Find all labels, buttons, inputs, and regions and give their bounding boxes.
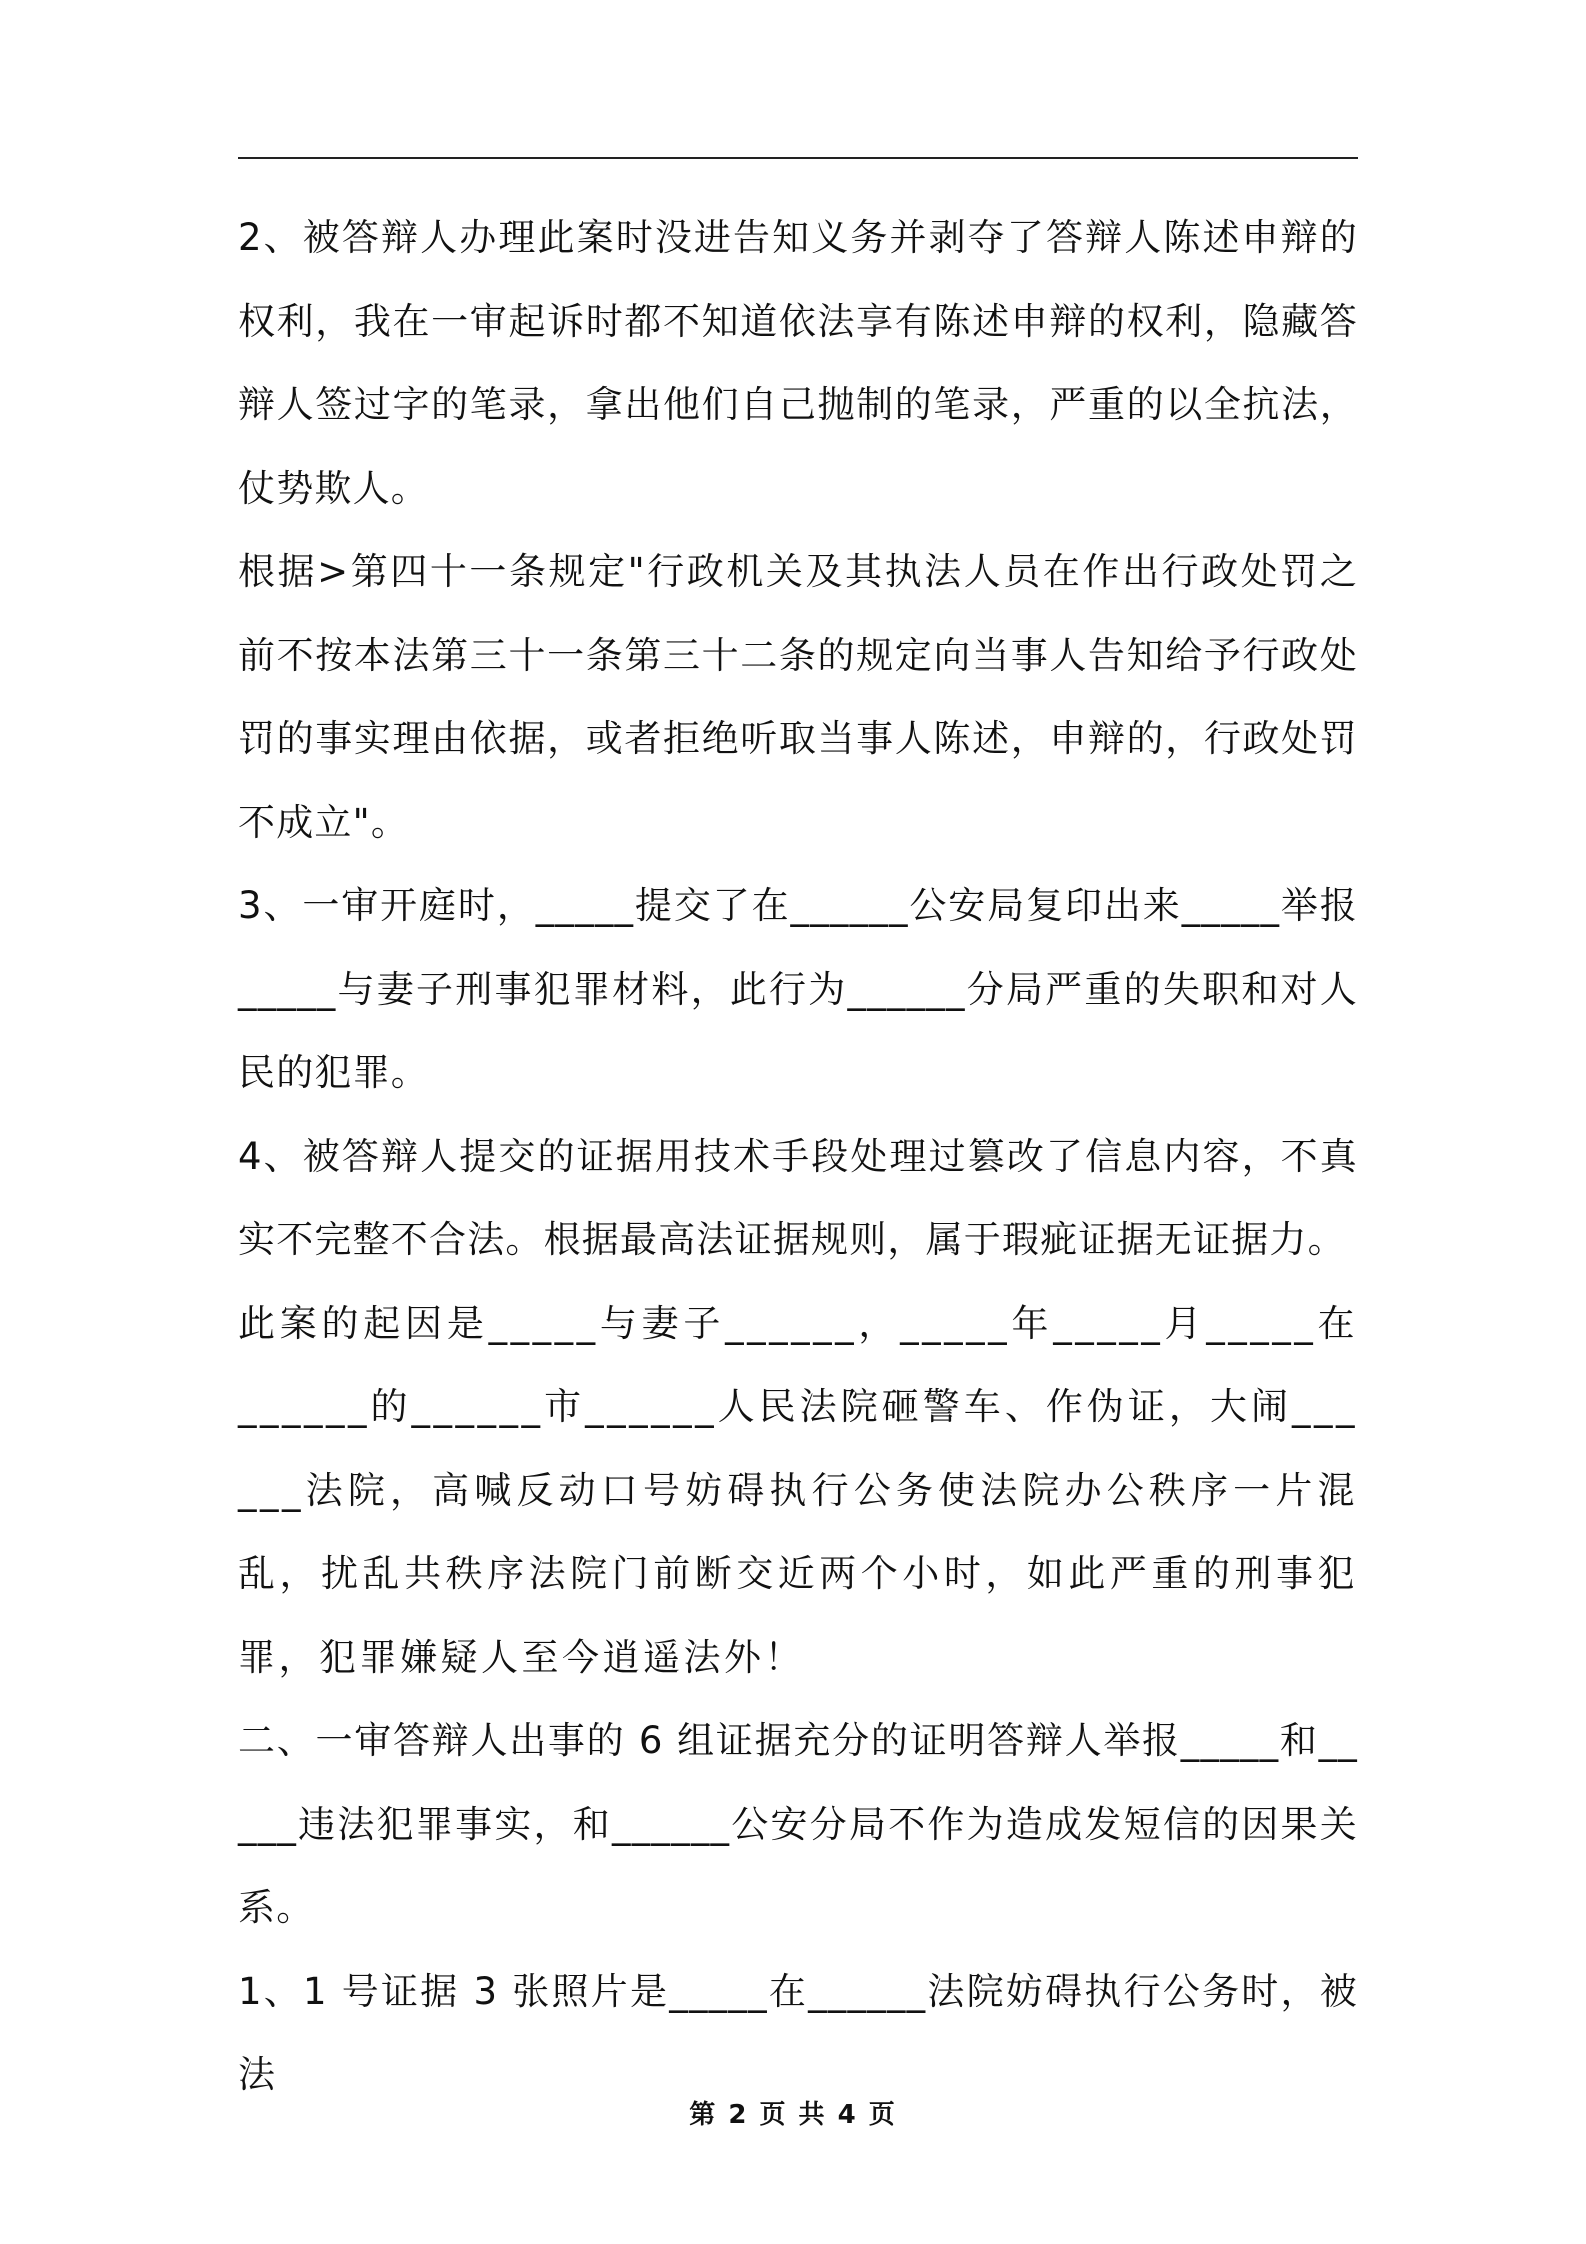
- paragraph-4: 4、被答辩人提交的证据用技术手段处理过篡改了信息内容，不真实不完整不合法。根据最高法证据规则，属于瑕疵证据无证据力。: [238, 1134, 1358, 1261]
- paragraph-2: 根据>第四十一条规定"行政机关及其执法人员在作出行政处罚之前不按本法第三十一条第三十二条的规定向当事人告知给予行政处罚的事实理由依据，或者拒绝听取当事人陈述，申辩的，行政处罚不成立"。: [238, 550, 1358, 844]
- paragraph-7: 1、1 号证据 3 张照片是_____在______法院妨碍执行公务时，被法: [238, 1969, 1358, 2096]
- paragraph-1: 2、被答辩人办理此案时没进告知义务并剥夺了答辩人陈述申辩的权利，我在一审起诉时都不知道依法享有陈述申辩的权利，隐藏答辩人签过字的笔录，拿出他们自己抛制的笔录，严重的以全抗法，仗势欺人。: [238, 216, 1358, 510]
- paragraph-5: 此案的起因是_____与妻子______，_____年_____月_____在______的______市______人民法院砸警车、作伪证，大闹______法院，高喊反动口号妨碍执行公务使法院办公秩序一片混乱，扰乱共秩序法院门前断交近两个小时，如此严重的刑事犯罪，犯罪嫌疑人至今逍遥法外！: [238, 1301, 1358, 1679]
- page-footer: 第 2 页 共 4 页: [689, 2100, 897, 2130]
- header-rule: [238, 157, 1358, 159]
- paragraph-6: 二、一审答辩人出事的 6 组证据充分的证明答辩人举报_____和_____违法犯罪事实，和______公安分局不作为造成发短信的因果关系。: [238, 1719, 1358, 1929]
- paragraph-3: 3、一审开庭时，_____提交了在______公安局复印出来_____举报_____与妻子刑事犯罪材料，此行为______分局严重的失职和对人民的犯罪。: [238, 884, 1358, 1094]
- document-body: [238, 196, 1358, 2117]
